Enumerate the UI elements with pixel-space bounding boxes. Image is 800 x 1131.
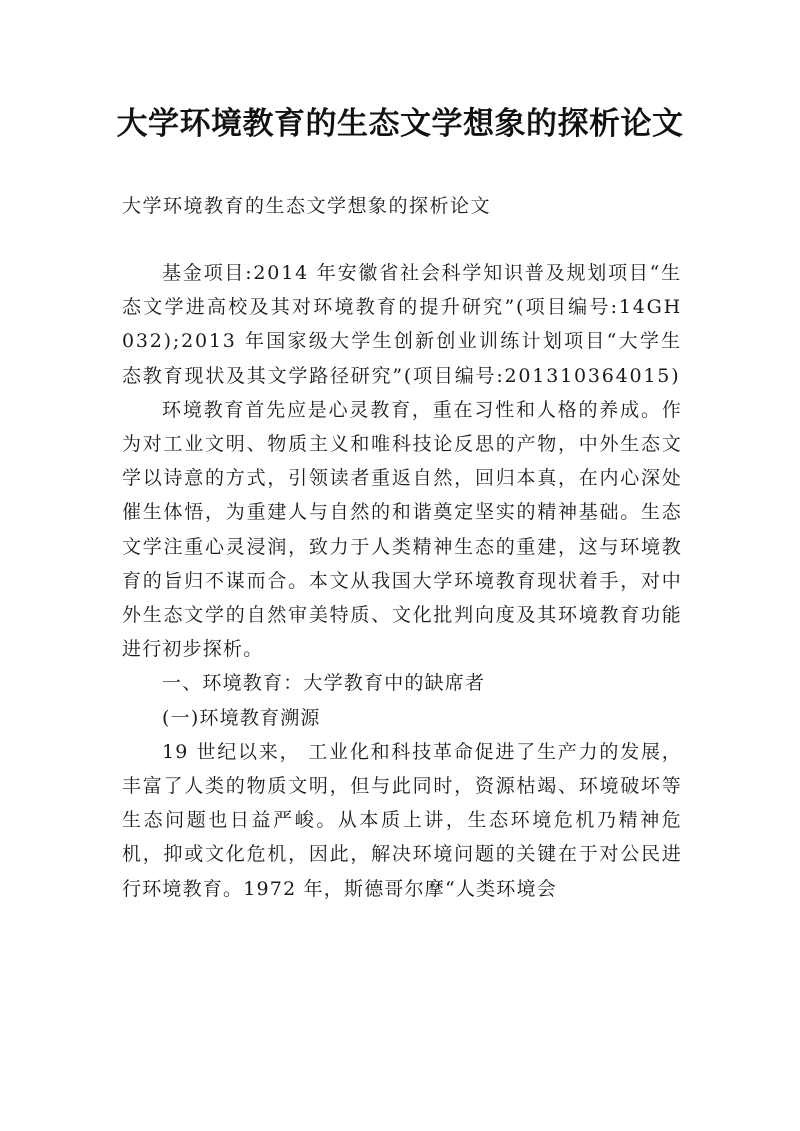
- body-paragraph: 19 世纪以来， 工业化和科技革命促进了生产力的发展，丰富了人类的物质文明，但与此同时，资源枯竭、环境破坏等生态问题也日益严峻。从本质上讲，生态环境危机乃精神危机，抑或文化危机，因此，解决环境问题的关键在于对公民进行环境教育。1972 年，斯德哥尔摩“人类环境会: [122, 740, 682, 900]
- funding-paragraph: 基金项目:2014 年安徽省社会科学知识普及规划项目“生态文学进高校及其对环境教育的提升研究”(项目编号:14GH032);2013 年国家级大学生创新创业训练计划项目“大学生态教育现状及其文学路径研究”(项目编号:201310364015): [122, 262, 682, 387]
- section-heading: 一、环境教育：大学教育中的缺席者: [162, 672, 486, 695]
- document-title: 大学环境教育的生态文学想象的探析论文: [116, 106, 684, 142]
- abstract-paragraph: 环境教育首先应是心灵教育，重在习性和人格的养成。作为对工业文明、物质主义和唯科技论反思的产物，中外生态文学以诗意的方式，引领读者重返自然，回归本真，在内心深处催生体悟，为重建人与自然的和谐奠定坚实的精神基础。生态文学注重心灵浸润，致力于人类精神生态的重建，这与环境教育的旨归不谋而合。本文从我国大学环境教育现状着手，对中外生态文学的自然审美特质、文化批判向度及其环境教育功能进行初步探析。: [122, 398, 682, 661]
- subsection-heading: (一)环境教育溯源: [162, 706, 321, 729]
- document-body: [122, 256, 682, 906]
- document-subtitle: 大学环境教育的生态文学想象的探析论文: [122, 195, 492, 217]
